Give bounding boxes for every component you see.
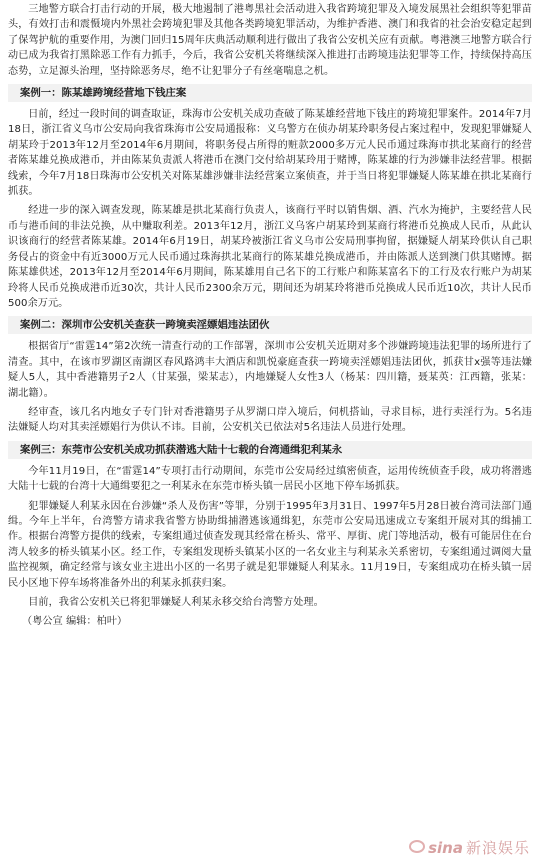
case1-paragraph-1: 日前，经过一段时间的调查取证，珠海市公安机关成功查破了陈某雄经营地下钱庄的跨境犯罪案件。2014年7月18日，浙江省义乌市公安局向我省珠海市公安局通报称：义乌警方在侦办胡某玲职务侵占案过程中，发现犯罪嫌疑人胡某玲于2013年12月至2014年6月期间，将职务侵占所得的赃款2000多万元人民币通过珠海市拱北某商行的经营者陈某雄兑换成港币，并由陈某负责派人将港币在澳门交付给胡某玲用于赌博，陈某雄的行为涉嫌非法经营罪。根据线索，今年7月18日珠海市公安机关对陈某雄涉嫌非法经营案立案侦查，并于当日将犯罪嫌疑人陈某雄在拱北某商行抓获。 [8,109,532,198]
case2-paragraph-1: 根据省厅“雷霆14”第2次统一清查行动的工作部署，深圳市公安机关近期对多个涉嫌跨境违法犯罪的场所进行了清查。其中，在该市罗湖区南湖区春风路鸿丰大酒店和凯悦豪庭查获一跨境卖淫嫖娼违法团伙，抓获甘x强等违法嫌疑人5人，其中香港籍男子2人（甘某强，梁某志），内地嫌疑人女性3人（杨某：四川籍，聂某英：江西籍，张某：湖北籍）。 [8,341,532,399]
sina-logo [409,838,530,857]
case2-heading: 案例二：深圳市公安机关查获一跨境卖淫嫖娼违法团伙 [8,316,532,334]
article-body [8,2,532,634]
logo-brand: sina [428,838,463,857]
case1-heading: 案例一：陈某雄跨境经营地下钱庄案 [8,84,532,102]
editor-credit: （粤公宣 编辑：柏叶） [22,616,128,628]
logo-name: 新浪娱乐 [465,838,530,857]
case2-paragraph-2: 经审查，该几名内地女子专门针对香港籍男子从罗湖口岸入境后，伺机搭讪，寻求目标，进行卖淫行为。5名违法嫌疑人均对其卖淫嫖娼行为供认不讳。目前，公安机关已依法对5名违法人员进行处理。 [8,406,532,434]
case3-paragraph-3: 目前，我省公安机关已将犯罪嫌疑人利某永移交给台湾警方处理。 [28,597,324,608]
case3-paragraph-1: 今年11月19日，在“雷霆14”专项打击行动期间，东莞市公安局经过缜密侦查，运用传统侦查手段，成功将潜逃大陆十七载的台湾十大通缉要犯之一利某永在东莞市桥头镇一居民小区地下停车场抓获。 [8,465,532,493]
case3-heading: 案例三：东莞市公安机关成功抓获潜逃大陆十七载的台湾通缉犯利某永 [8,441,532,459]
sina-eye-icon [409,840,425,853]
case3-paragraph-2: 犯罪嫌疑人利某永因在台涉嫌“杀人及伤害”等罪，分别于1995年3月31日、1997年5月28日被台湾司法部门通缉。今年上半年，台湾警方请求我省警方协助缉捕潜逃该通缉犯，东莞市公安局迅速成立专案组开展对其的缉捕工作。根据台湾警方提供的线索，专案组通过侦查发现其经常在桥头、常平、厚街、虎门等地活动，极有可能居住在台湾人较多的桥头镇某小区。经工作，专案组发现桥头镇某小区的一名女业主与利某永关系密切，专案组通过调阅大量监控视频，确定经常与该女业主进出小区的一名男子就是犯罪嫌疑人利某永。11月19日，专案组成功在桥头镇一居民小区地下停车场将准备外出的利某永抓获归案。 [8,500,532,589]
case1-paragraph-2: 经进一步的深入调查发现，陈某雄是拱北某商行负责人，该商行平时以销售烟、酒、汽水为掩护，主要经营人民币与港币间的非法兑换，从中赚取利差。2013年12月，浙江义乌客户胡某玲到某商行将港币兑换成人民币，从此认识该商行的经营者陈某雄。2014年6月19日，胡某玲被浙江省义乌市公安局刑事拘留，据嫌疑人胡某玲供认自己职务侵占的资金中有近3000万元人民币通过珠海拱北某商行的陈某雄兑换成港币，并由陈派人送到澳门供其赌博。据陈某雄供述，2013年12月至2014年6月期间，陈某雄用自己名下的工行账户和陈某富名下的工行及农行账户为胡某玲将人民币兑换成港币近30次，共计人民币2300余万元，期间还为胡某玲将港币兑换成人民币近10次，共计人民币500余万元。 [8,205,532,309]
intro-paragraph: 三地警方联合打击行动的开展，极大地遏制了港粤黑社会活动进入我省跨境犯罪及入境发展黑社会组织等犯罪苗头，有效打击和震慑境内外黑社会跨境犯罪及其他各类跨境犯罪活动，为维护香港、澳门和我省的社会治安稳定起到了保驾护航的重要作用，为澳门回归15周年庆典活动顺利进行做出了我省公安机关应有贡献。粤港澳三地警方联合行动已成为我省打黑除恶工作有力抓手，今后，我省公安机关将继续深入推进打击跨境违法犯罪等工作，持续保持高压态势，立足源头治理，坚持除恶务尽，绝不让犯罪分子有丝毫喘息之机。 [8,4,532,77]
